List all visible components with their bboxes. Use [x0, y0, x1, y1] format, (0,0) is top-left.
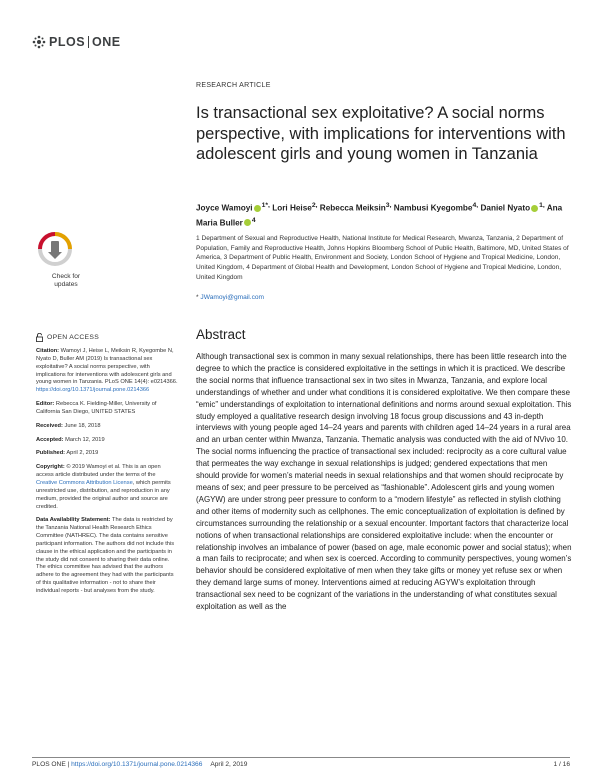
check-for-updates-icon [38, 232, 72, 266]
journal-logo [32, 34, 121, 50]
editor-label: Editor: [36, 401, 55, 408]
received-block [36, 423, 178, 431]
check-for-updates-label: Check for updates [51, 273, 81, 288]
page-number: 1 / 16 [553, 761, 570, 768]
citation-label: Citation: [36, 348, 60, 354]
corresponding-mark: * [196, 294, 199, 301]
orcid-icon[interactable] [254, 205, 261, 212]
author-affiliation-mark: 1, [539, 202, 545, 209]
data-availability-block [36, 517, 178, 595]
article-title: Is transactional sex exploitative? A social norms perspective, with implications for interventions with adolescent girls and young women in Tanzania [196, 104, 566, 163]
author-name[interactable]: Daniel Nyato [480, 203, 531, 213]
author-affiliation-mark: 4, [472, 202, 479, 209]
author-name[interactable]: Joyce Wamoyi [196, 203, 253, 213]
copyright-label: Copyright: [36, 464, 65, 471]
author-name[interactable]: Ana Maria Buller [196, 203, 563, 228]
plos-logo-icon [32, 35, 46, 49]
author-list [196, 200, 576, 229]
accepted-block [36, 437, 178, 445]
accepted-date: March 12, 2019 [65, 436, 105, 443]
author-affiliation-mark: 1*, [261, 202, 270, 209]
citation-doi-link[interactable]: https://doi.org/10.1371/journal.pone.0214366 [36, 387, 150, 394]
article-info-sidebar [36, 333, 178, 602]
author-affiliation-mark: 3, [385, 202, 392, 209]
editor-text: Rebecca K. Fielding-Miller, University of California San Diego, UNITED STATES [36, 401, 157, 415]
copyright-text-end: , which permits unrestricted use, distribution, and reproduction in any medium, provided the original author and source are credited. [36, 479, 171, 510]
copyright-text: © 2019 Wamoyi et al. This is an open access article distributed under the terms of the [36, 464, 161, 479]
license-link[interactable]: Creative Commons Attribution License [36, 479, 133, 486]
open-access-label: OPEN ACCESS [36, 333, 178, 342]
footer-journal: PLOS ONE [32, 761, 66, 768]
author-affiliation-mark: 4 [251, 216, 256, 224]
received-date: June 18, 2018 [64, 422, 101, 429]
copyright-block [36, 464, 178, 511]
editor-block [36, 401, 178, 417]
email-link[interactable]: JWamoyi@gmail.com [200, 294, 265, 301]
orcid-icon[interactable] [531, 205, 538, 212]
author-name[interactable]: Lori Heise [272, 203, 312, 213]
footer-date: April 2, 2019 [210, 761, 248, 768]
published-date: April 2, 2019 [66, 450, 99, 457]
journal-name-left: PLOS [49, 35, 86, 49]
accepted-label: Accepted: [36, 436, 64, 443]
journal-name-right: ONE [92, 35, 121, 49]
author-affiliation-mark: 2, [311, 202, 318, 209]
received-label: Received: [36, 422, 63, 429]
check-for-updates-badge[interactable] [38, 232, 94, 288]
citation-text: Wamoyi J, Heise L, Meiksin R, Kyegombe N, Nyato D, Buller AM (2019) Is transactional sex exploitative? A social norms perspective, with implications for interventions with adolescent girls and young women in Tanzania. PLoS ONE 14(4): e0214366. [36, 348, 178, 386]
footer-separator: | [65, 761, 72, 768]
corresponding-email [196, 294, 264, 301]
author-name[interactable]: Nambusi Kyegombe [393, 203, 473, 213]
page-footer [32, 761, 570, 768]
abstract-text: Although transactional sex is common in many sexual relationships, there has been little research into the degree to which the practice is considered exploitative in the settings in which it is practiced. We describe the social norms that influence transactional sex in two sites in Mwanza, Tanzania, and explore local understandings of whether and under what conditions it is considered exploitative. We then compare these “emic” understandings of exploitation to international definitions and norms around sexual exploitation. This study employed a qualitative research design involving 18 focus group discussions and 43 in-depth interviews with young people aged 14–24 years and parents with children aged 14–24 years in a rural area and an urban center within Mwanza, Tanzania. Thematic analysis was conducted with the aid of NVivo 10. The social norms influencing the practice of transactional sex included: reciprocity as a core cultural value that permeates the way exchange in sexual relationships is judged; gendered expectations that men should provide for women’s material needs in sexual relationships and that women should reciprocate by means of sex; and peer pressure to be perceived as “fashionable”. Adolescent girls and young women (AGYW) are under strong peer pressure to conform to a “modern lifestyle” as reflected in stylish clothing and other items of modernity such as cellphones. The emic conceptualization of exploitation is defined by circumstances surrounding the relationship or a sexual encounter. Important factors that characterize local notions of when transactional relationships are considered exploitative include: when the encounter or relationship involves an imbalance of power (based on age, male economic power and social status); when a man fails to reciprocate; and when sex is coerced. According to community perspectives, young women’s behavior should be considered exploitative of men when they take gifts or money yet refuse sex or when they demand large sums of money. Interventions aimed at reducing AGYW’s exploitation through transactional sex need to be cognizant of the variations in the understanding of what constitutes sexual exploitation as well as the [196, 352, 572, 612]
affiliations: 1 Department of Sexual and Reproductive Health, National Institute for Medical Research, Mwanza, Tanzania, 2 Department of Population, Family and Reproductive Health, Johns Hopkins Bloomberg School of Public Health, Baltimore, MD, United States of America, 3 Department of Public Health, Environment and Society, London School of Hygiene and Tropical Medicine, London, United Kingdom, 4 Department of Global Health and Development, London School of Hygiene and Tropical Medicine, London, United Kingdom [196, 235, 569, 281]
data-availability-text: The data is restricted by the Tanzania National Health Research Ethics Committee (NATHREC). The data contains sensitive participant information. The authors did not include this clause in the ethical application and the participants in the study did not consent to sharing their data online. The ethics committee has advised that the authors adhere to the agreement they had with the participants of this qualitative information - not to share their individual reports - but analyses from the study. [36, 517, 175, 594]
open-lock-icon [36, 333, 43, 342]
citation-block [36, 348, 178, 395]
footer-doi-link[interactable]: https://doi.org/10.1371/journal.pone.0214366 [71, 761, 203, 768]
orcid-icon[interactable] [244, 219, 251, 226]
published-block [36, 450, 178, 458]
author-name[interactable]: Rebecca Meiksin [319, 203, 386, 213]
footer-divider [32, 757, 570, 758]
published-label: Published: [36, 450, 66, 457]
data-availability-label: Data Availability Statement: [36, 517, 111, 524]
logo-divider [88, 36, 89, 48]
article-type: RESEARCH ARTICLE [196, 82, 271, 89]
abstract-heading: Abstract [196, 327, 246, 342]
